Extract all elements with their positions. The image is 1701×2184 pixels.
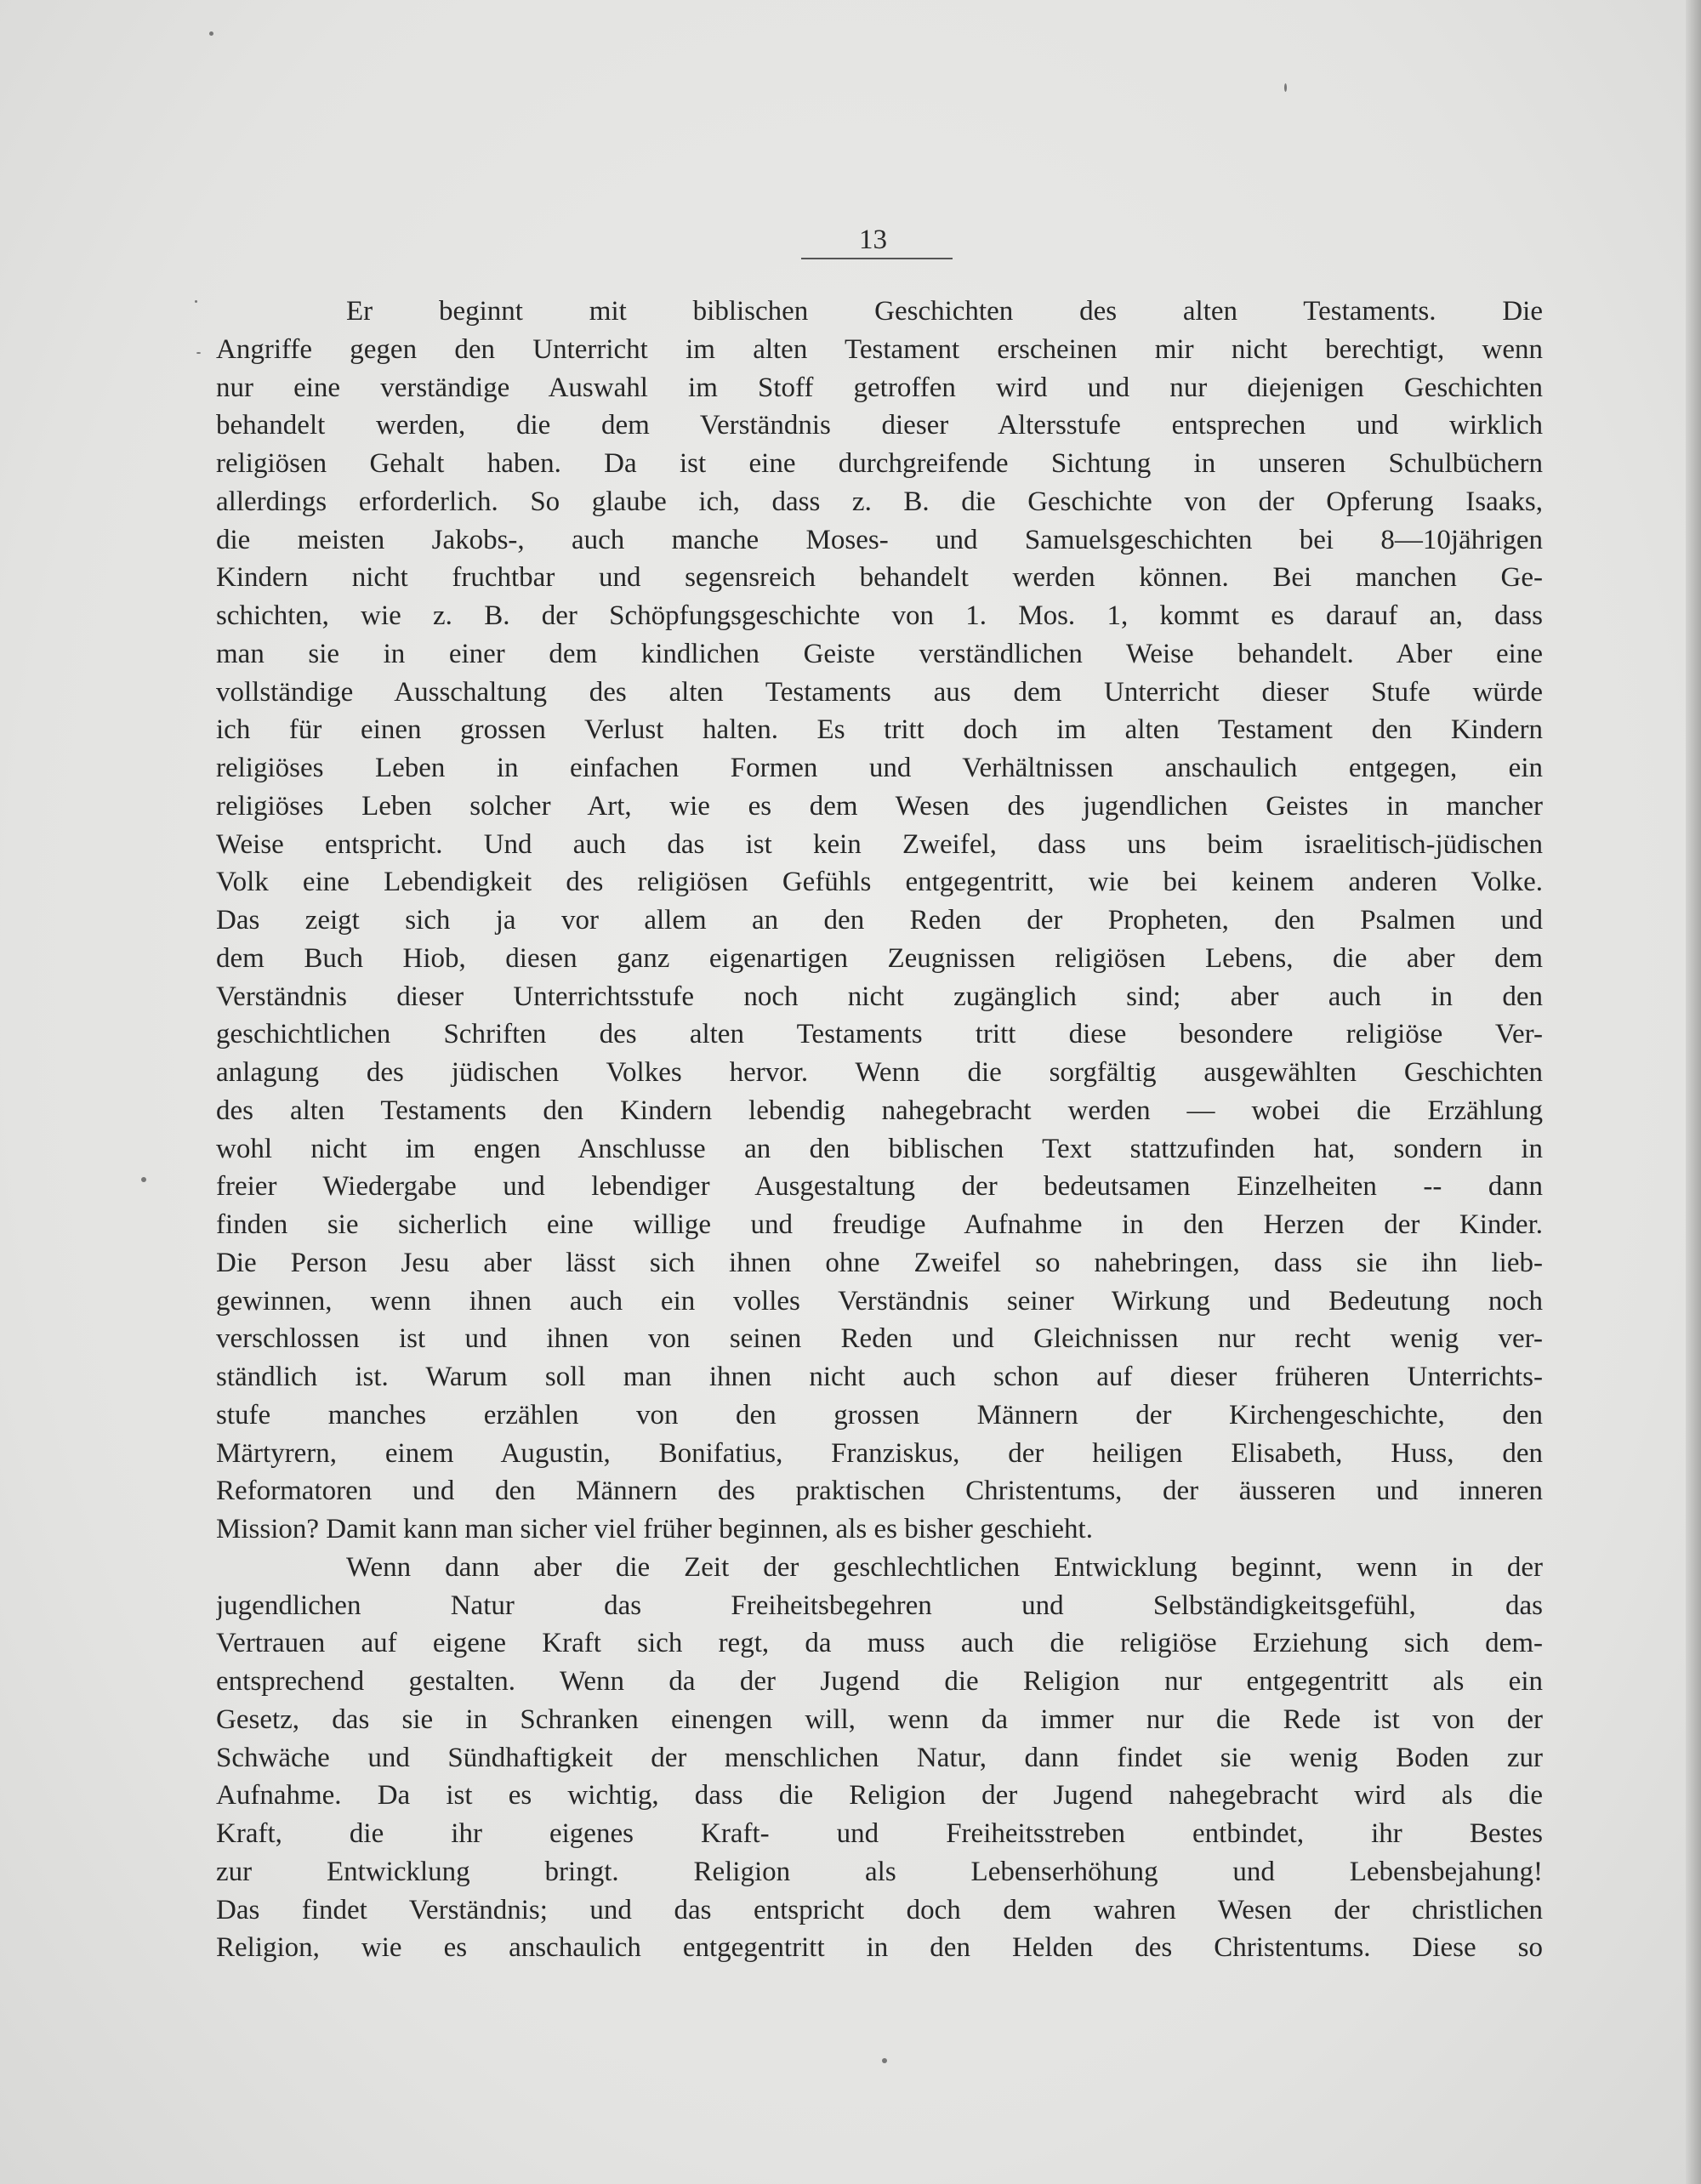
text-line: Gesetz, das sie in Schranken einengen will, wenn da immer nur die Rede ist von der — [216, 1703, 1543, 1735]
text-line: Wenn dann aber die Zeit der geschlechtlichen Entwicklung beginnt, wenn in der — [346, 1551, 1543, 1583]
text-line: man sie in einer dem kindlichen Geiste verständlichen Weise behandelt. Aber eine — [216, 638, 1543, 669]
text-line — [216, 1967, 1543, 2005]
text-line: Reformatoren und den Männern des praktischen Christentums, der äusseren und inneren — [216, 1476, 1543, 1507]
text-line: religiöses Leben in einfachen Formen und Verhältnissen anschaulich entgegen, ein — [216, 753, 1543, 783]
text-line: geschichtlichen Schriften des alten Testaments tritt diese besondere religiöse Ver- — [216, 1019, 1543, 1050]
text-line: verschlossen ist und ihnen von seinen Reden und Gleichnissen nur recht wenig ver- — [216, 1323, 1543, 1355]
text-line: ich für einen grossen Verlust halten. Es tritt doch im alten Testament den Kindern — [216, 714, 1543, 746]
text-line: allerdings erforderlich. So glaube ich, dass z. B. die Geschichte von der Opferung Isaaks, — [216, 486, 1543, 517]
text-line: die meisten Jakobs-, auch manche Moses- und Samuelsgeschichten bei 8—10jährigen — [216, 524, 1543, 555]
text-line: Das zeigt sich ja vor allem an den Reden der Propheten, den Psalmen und — [216, 905, 1543, 936]
text-line: Kindern nicht fruchtbar und segensreich behandelt werden können. Bei manchen Ge- — [216, 562, 1543, 594]
text-line: religiöses Leben solcher Art, wie es dem Wesen des jugendlichen Geistes in mancher — [216, 790, 1543, 822]
text-line: vollständige Ausschaltung des alten Testaments aus dem Unterricht dieser Stufe würde — [216, 676, 1543, 708]
scan-edge-shadow — [1686, 0, 1701, 2184]
text-line: Religion, wie es anschaulich entgegentritt in den Helden des Christentums. Diese so — [216, 1932, 1543, 1964]
scan-speck — [196, 352, 201, 354]
text-line: Angriffe gegen den Unterricht im alten Testament erscheinen mir nicht berechtigt, wenn — [216, 333, 1543, 365]
scan-speck — [141, 1177, 146, 1182]
text-line: dem Buch Hiob, diesen ganz eigenartigen Zeugnissen religiösen Lebens, die aber dem — [216, 942, 1543, 974]
text-line: ständlich ist. Warum soll man ihnen nicht auch schon auf dieser früheren Unterrichts- — [216, 1362, 1543, 1392]
text-line: Schwäche und Sündhaftigkeit der menschlichen Natur, dann findet sie wenig Boden zur — [216, 1742, 1543, 1773]
text-line: Vertrauen auf eigene Kraft sich regt, da muss auch die religiöse Erziehung sich dem- — [216, 1628, 1543, 1659]
text-line: nur eine verständige Auswahl im Stoff getroffen wird und nur diejenigen Geschichten — [216, 372, 1543, 403]
text-line: Volk eine Lebendigkeit des religiösen Gefühls entgegentritt, wie bei keinem anderen Volke. — [216, 867, 1543, 898]
text-line: zur Entwicklung bringt. Religion als Lebenserhöhung und Lebensbejahung! — [216, 1856, 1543, 1887]
scan-speck — [209, 31, 213, 36]
text-line: Er beginnt mit biblischen Geschichten des alten Testaments. Die — [346, 296, 1543, 327]
text-line: Mission? Damit kann man sicher viel früher beginnen, als es bisher geschieht. — [216, 1514, 1093, 1544]
text-line: des alten Testaments den Kindern lebendig nahegebracht werden — wobei die Erzählung — [216, 1095, 1543, 1126]
text-line: anlagung des jüdischen Volkes hervor. Wenn die sorgfältig ausgewählten Geschichten — [216, 1057, 1543, 1088]
text-line: Aufnahme. Da ist es wichtig, dass die Religion der Jugend nahegebracht wird als die — [216, 1780, 1543, 1811]
text-line: behandelt werden, die dem Verständnis dieser Altersstufe entsprechen und wirklich — [216, 410, 1543, 441]
text-line: religiösen Gehalt haben. Da ist eine durchgreifende Sichtung in unseren Schulbüchern — [216, 448, 1543, 479]
text-line: gewinnen, wenn ihnen auch ein volles Verständnis seiner Wirkung und Bedeutung noch — [216, 1285, 1543, 1317]
scan-speck — [882, 2058, 887, 2063]
scan-speck — [195, 300, 197, 303]
text-line: Verständnis dieser Unterrichtsstufe noch nicht zugänglich sind; aber auch in den — [216, 981, 1543, 1012]
page-number-rule — [801, 258, 953, 259]
text-line: entsprechend gestalten. Wenn da der Jugend die Religion nur entgegentritt als ein — [216, 1666, 1543, 1697]
body-text — [216, 293, 1543, 2005]
text-line: stufe manches erzählen von den grossen Männern der Kirchengeschichte, den — [216, 1399, 1543, 1430]
page-number: 13 — [859, 225, 887, 255]
scan-speck — [1284, 83, 1287, 92]
text-line: wohl nicht im engen Anschlusse an den biblischen Text stattzufinden hat, sondern in — [216, 1133, 1543, 1164]
text-line: Das findet Verständnis; und das entspricht doch dem wahren Wesen der christlichen — [216, 1894, 1543, 1925]
text-line: Die Person Jesu aber lässt sich ihnen ohne Zweifel so nahebringen, dass sie ihn lieb- — [216, 1247, 1543, 1278]
text-line: schichten, wie z. B. der Schöpfungsgeschichte von 1. Mos. 1, kommt es darauf an, dass — [216, 600, 1543, 631]
text-line: Märtyrern, einem Augustin, Bonifatius, Franziskus, der heiligen Elisabeth, Huss, den — [216, 1437, 1543, 1469]
text-line: jugendlichen Natur das Freiheitsbegehren und Selbständigkeitsgefühl, das — [216, 1590, 1543, 1621]
text-line: freier Wiedergabe und lebendiger Ausgestaltung der bedeutsamen Einzelheiten -- dann — [216, 1171, 1543, 1203]
text-line: Kraft, die ihr eigenes Kraft- und Freiheitsstreben entbindet, ihr Bestes — [216, 1818, 1543, 1849]
text-line: Weise entspricht. Und auch das ist kein Zweifel, dass uns beim israelitisch-jüdischen — [216, 828, 1543, 860]
text-line: finden sie sicherlich eine willige und freudige Aufnahme in den Herzen der Kinder. — [216, 1209, 1543, 1240]
